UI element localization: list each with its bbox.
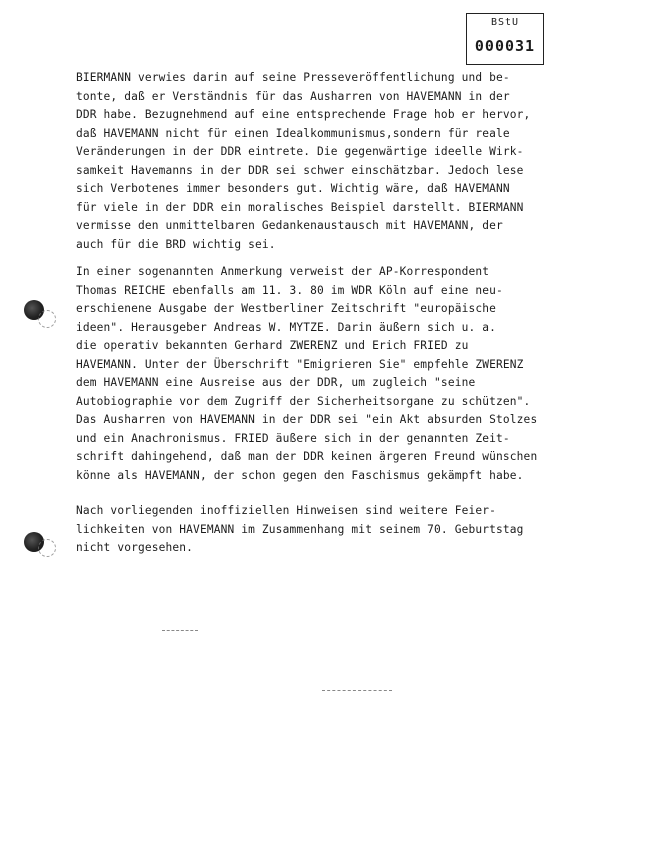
text-line: DDR habe. Bezugnehmend auf eine entsprechende Frage hob er hervor, (76, 108, 531, 121)
text-line: HAVEMANN. Unter der Überschrift "Emigrieren Sie" empfehle ZWERENZ (76, 357, 524, 371)
text-line: tonte, daß er Verständnis für das Ausharren von HAVEMANN in der (76, 89, 510, 103)
text-line: daß HAVEMANN nicht für einen Idealkommunismus,sondern für reale (76, 126, 510, 140)
text-line: und ein Anachronismus. FRIED äußere sich in der genannten Zeit- (76, 431, 510, 445)
text-line: dem HAVEMANN eine Ausreise aus der DDR, um zugleich "seine (76, 376, 476, 389)
text-line: Thomas REICHE ebenfalls am 11. 3. 80 im WDR Köln auf eine neu- (76, 283, 503, 297)
text-line: die operativ bekannten Gerhard ZWERENZ und Erich FRIED zu (76, 339, 469, 352)
text-line: schrift dahingehend, daß man der DDR keinen ärgeren Freund wünschen (76, 450, 538, 463)
text-line: nicht vorgesehen. (76, 541, 194, 554)
text-line: Veränderungen in der DDR eintrete. Die gegenwärtige ideelle Wirk- (76, 145, 524, 158)
text-line: auch für die BRD wichtig sei. (76, 237, 276, 251)
text-line: erschienene Ausgabe der Westberliner Zeitschrift "europäische (76, 302, 497, 315)
text-line: In einer sogenannten Anmerkung verweist der AP-Korrespondent (76, 265, 490, 278)
stamp-number: 000031 (474, 37, 536, 55)
text-line: für viele in der DDR ein moralisches Beispiel darstellt. BIERMANN (76, 200, 524, 214)
scan-artifact (162, 630, 198, 631)
paragraph-3 (76, 502, 536, 558)
paragraph-2 (76, 263, 536, 485)
text-line: Autobiographie vor dem Zugriff der Sicherheitsorgane zu schützen". (76, 394, 531, 408)
text-line: vermisse den unmittelbaren Gedankenaustausch mit HAVEMANN, der (76, 219, 503, 232)
text-line: Nach vorliegenden inoffiziellen Hinweisen sind weitere Feier- (76, 504, 497, 517)
text-line: samkeit Havemanns in der DDR sei schwer einschätzbar. Jedoch lese (76, 163, 524, 177)
text-line: ideen". Herausgeber Andreas W. MYTZE. Darin äußern sich u. a. (76, 320, 497, 334)
text-line: sich Verbotenes immer besonders gut. Wichtig wäre, daß HAVEMANN (76, 182, 510, 195)
stamp-label: BStU (490, 17, 520, 28)
punch-hole-shadow (38, 539, 56, 557)
scan-artifact (322, 690, 392, 691)
text-line: lichkeiten von HAVEMANN im Zusammenhang mit seinem 70. Geburtstag (76, 522, 524, 536)
paragraph-1 (76, 69, 536, 254)
text-line: Das Ausharren von HAVEMANN in der DDR sei "ein Akt absurden Stolzes (76, 413, 538, 426)
punch-hole-shadow (38, 310, 56, 328)
archive-stamp (466, 13, 544, 65)
text-line: BIERMANN verwies darin auf seine Presseveröffentlichung und be- (76, 71, 510, 84)
text-line: könne als HAVEMANN, der schon gegen den Faschismus gekämpft habe. (76, 468, 524, 482)
